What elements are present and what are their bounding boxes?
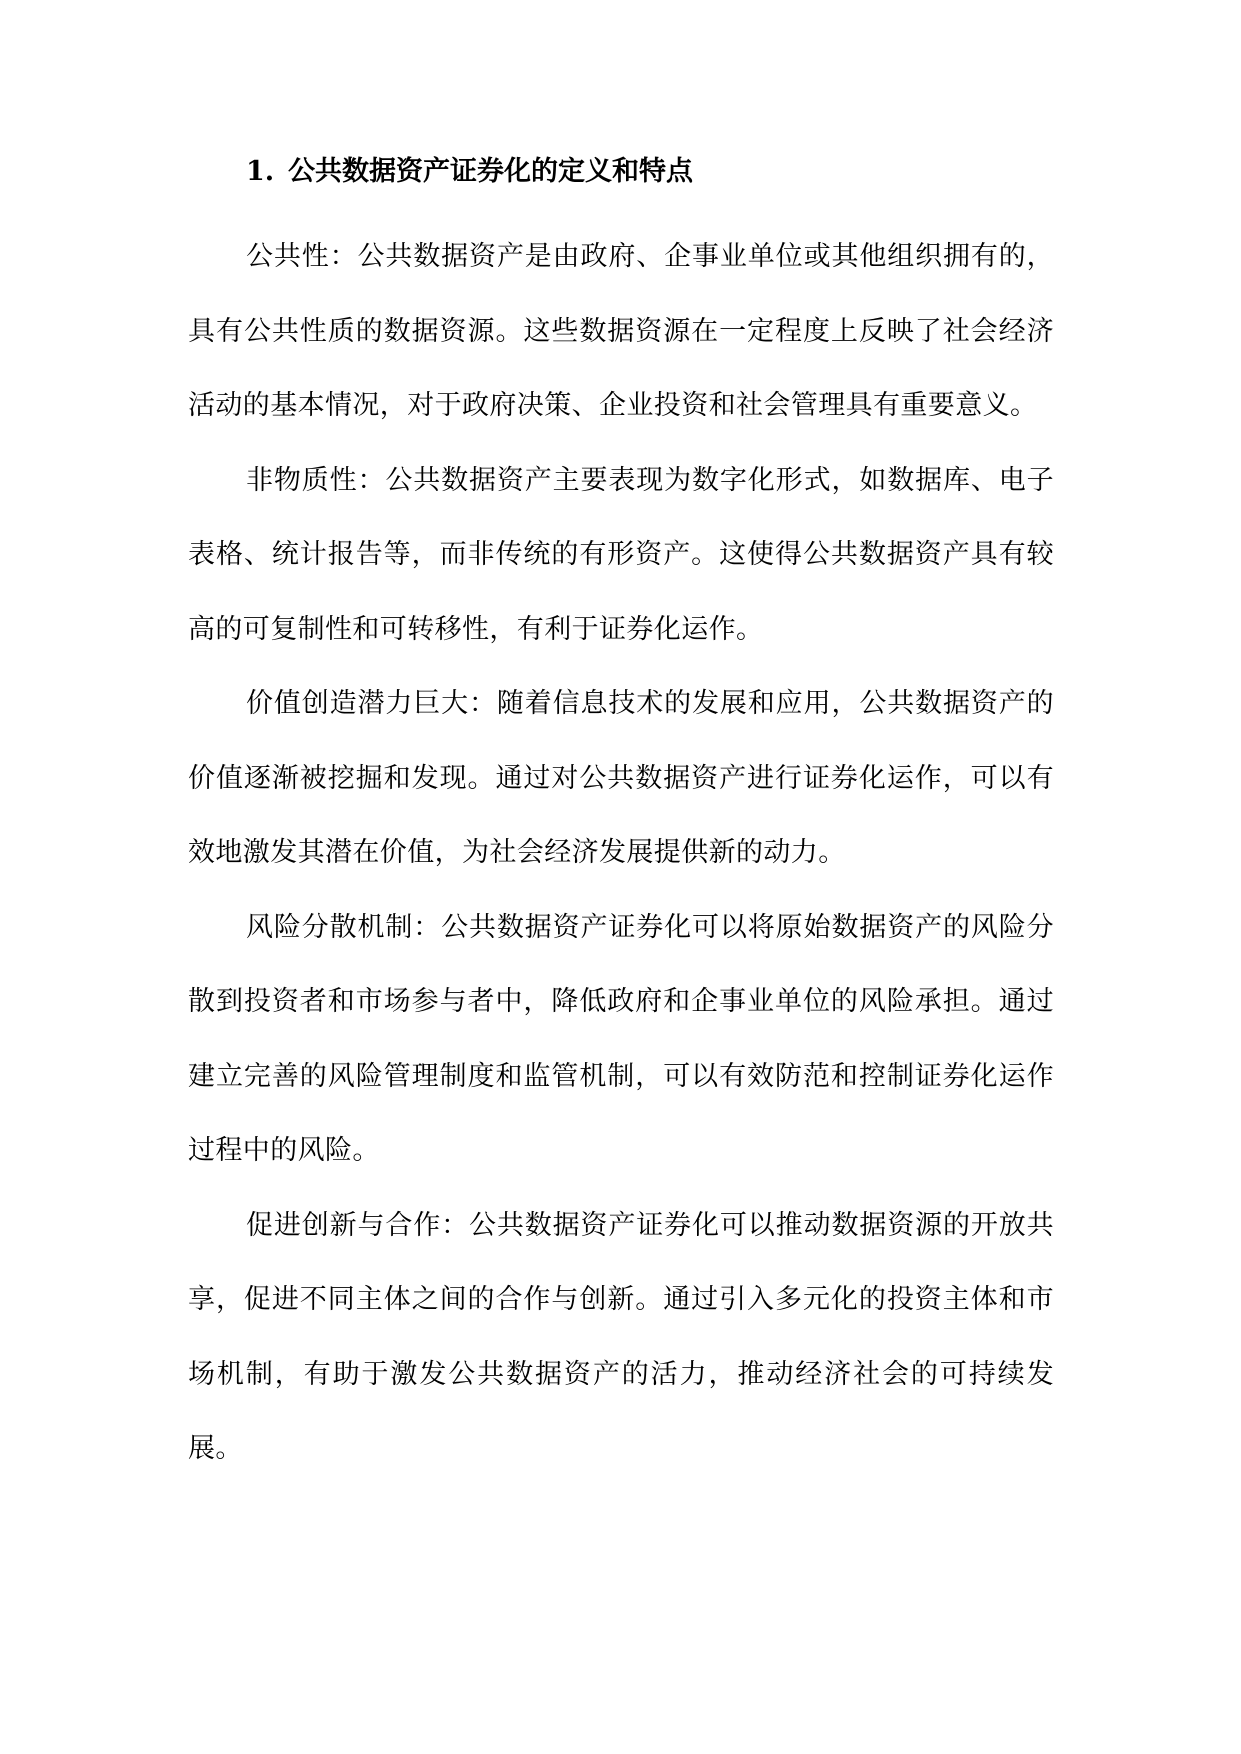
section-title: 公共数据资产证券化的定义和特点 — [288, 156, 693, 187]
section-heading — [188, 148, 1054, 196]
paragraph-immateriality: 非物质性：公共数据资产主要表现为数字化形式，如数据库、电子表格、统计报告等，而非传统的有形资产。这使得公共数据资产具有较高的可复制性和可转移性，有利于证券化运作。 — [188, 464, 1054, 645]
section-number: 1. — [246, 156, 275, 187]
document-body — [188, 148, 1054, 1487]
paragraph-public-nature: 公共性：公共数据资产是由政府、企事业单位或其他组织拥有的，具有公共性质的数据资源。这些数据资源在一定程度上反映了社会经济活动的基本情况，对于政府决策、企业投资和社会管理具有重要意义。 — [188, 241, 1054, 421]
paragraph-innovation-cooperation: 促进创新与合作：公共数据资产证券化可以推动数据资源的开放共享，促进不同主体之间的合作与创新。通过引入多元化的投资主体和市场机制，有助于激发公共数据资产的活力，推动经济社会的可持续发展。 — [188, 1209, 1054, 1464]
paragraph-risk-diversification: 风险分散机制：公共数据资产证券化可以将原始数据资产的风险分散到投资者和市场参与者中，降低政府和企事业单位的风险承担。通过建立完善的风险管理制度和监管机制，可以有效防范和控制证券化运作过程中的风险。 — [188, 911, 1054, 1166]
paragraph-value-creation: 价值创造潜力巨大：随着信息技术的发展和应用，公共数据资产的价值逐渐被挖掘和发现。通过对公共数据资产进行证券化运作，可以有效地激发其潜在价值，为社会经济发展提供新的动力。 — [188, 688, 1054, 868]
